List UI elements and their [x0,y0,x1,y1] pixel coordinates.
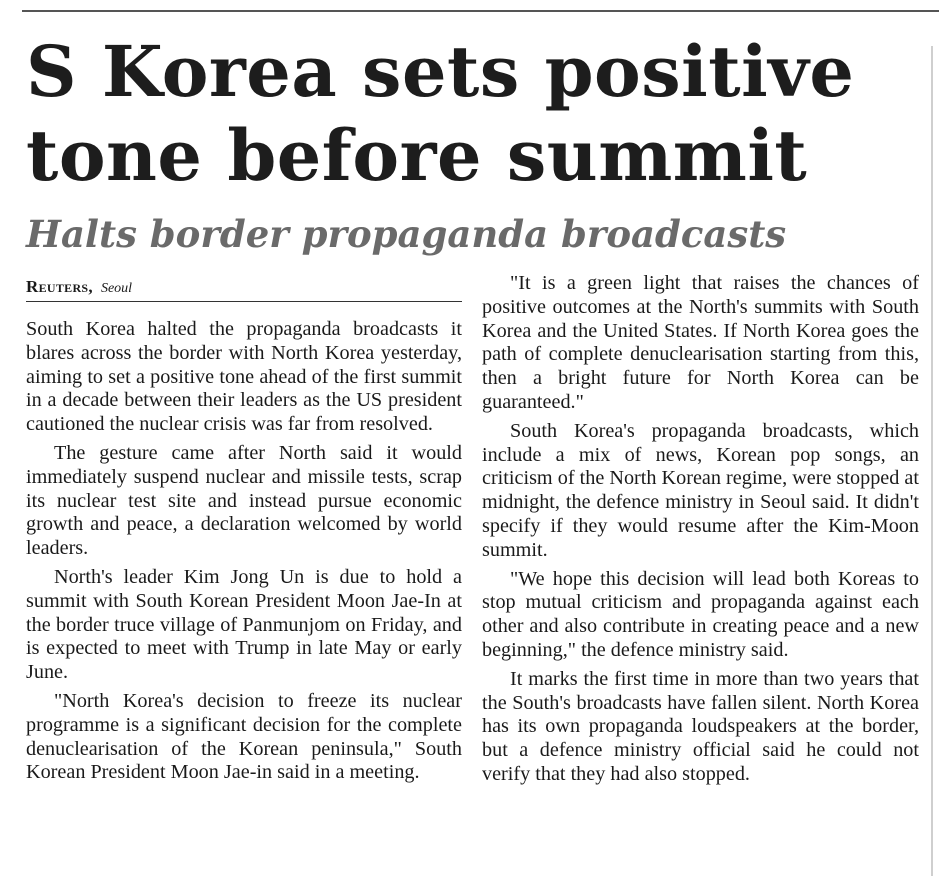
byline-agency: Reuters, [26,277,93,296]
article-paragraph: North's leader Kim Jong Un is due to hold a summit with South Korean President Moon Jae-In at the border truce village of Panmunjom on Friday, and is expected to meet with Trump in late May or early June. [26,565,462,684]
subheadline: Halts border propaganda broadcasts [26,212,787,256]
headline-line-1: S Korea sets positive [26,30,855,113]
article-paragraph: "It is a green light that raises the chances of positive outcomes at the North's summits with South Korea and the United States. If North Korea goes the path of complete denuclearisation starting from this, then a bright future for North Korea can be guaranteed." [482,272,919,413]
article-paragraph: "North Korea's decision to freeze its nuclear programme is a significant decision for the complete denuclearisation of the Korean peninsula," South Korean President Moon Jae-in said in a meeting. [26,689,462,784]
right-column-edge [931,46,933,876]
headline-line-2: tone before summit [26,114,808,197]
article-column-right [482,272,919,792]
byline-location: Seoul [100,281,133,296]
article-paragraph: It marks the first time in more than two years that the South's broadcasts have fallen silent. North Korea has its own propaganda loudspeakers at the border, but a defence ministry official said he could not verify that they had also stopped. [482,667,919,785]
article-paragraph: The gesture came after North said it would immediately suspend nuclear and missile tests, scrap its nuclear test site and instead pursue economic growth and peace, a declaration welcomed by world leaders. [26,441,462,560]
article-paragraph: South Korea halted the propaganda broadcasts it blares across the border with North Korea yesterday, aiming to set a positive tone ahead of the first summit in a decade between their leaders as the US president cautioned the nuclear crisis was far from resolved. [26,318,462,436]
article-column-left [26,318,462,790]
byline [26,277,462,302]
article-paragraph: South Korea's propaganda broadcasts, which include a mix of news, Korean pop songs, an criticism of the North Korean regime, were stopped at midnight, the defence ministry in Seoul said. It didn't specify if they would resume after the Kim-Moon summit. [482,419,919,561]
top-rule [22,10,939,12]
article-paragraph: "We hope this decision will lead both Koreas to stop mutual criticism and propaganda against each other and also contribute in creating peace and a new beginning," the defence ministry said. [482,567,919,661]
headline [26,30,931,198]
